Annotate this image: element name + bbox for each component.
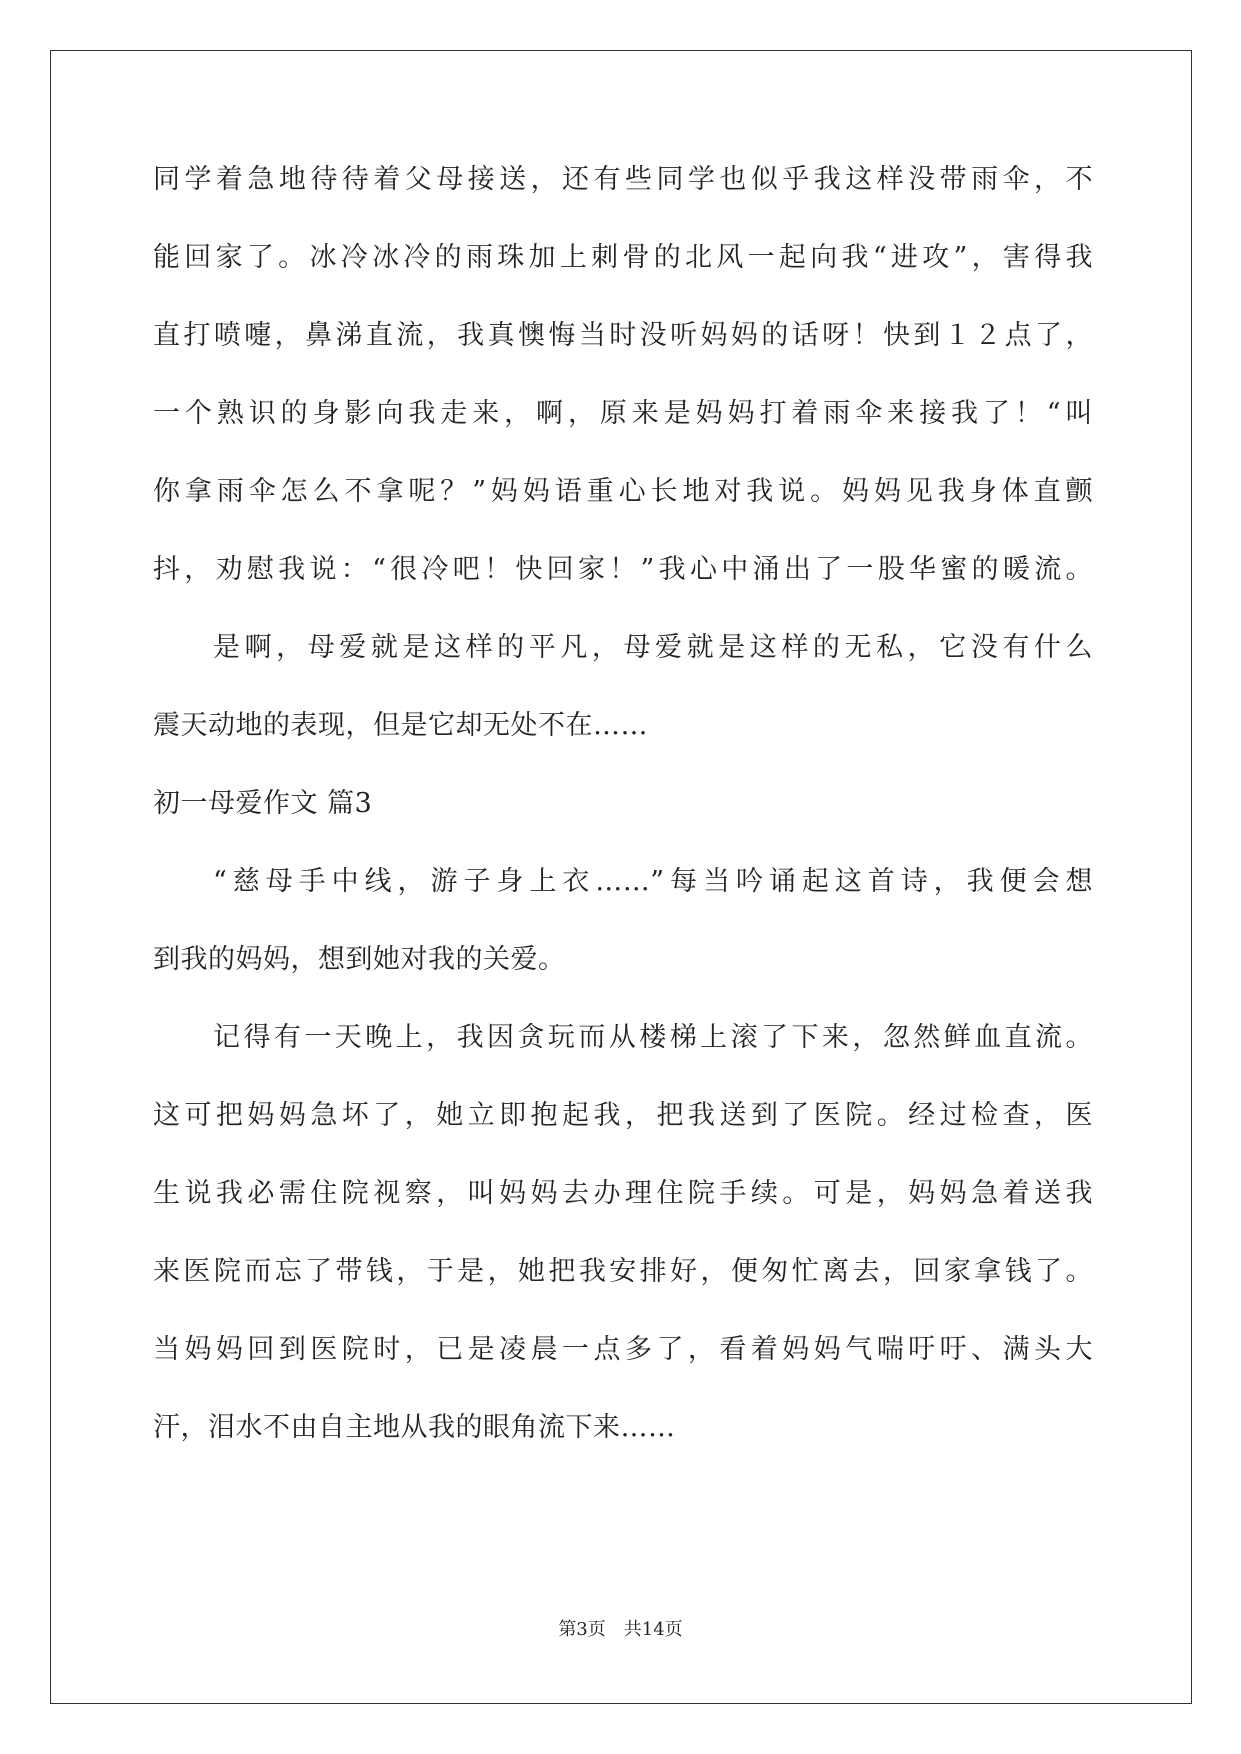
text-line: 生说我必需住院视察，叫妈妈去办理住院手续。可是，妈妈急着送我 bbox=[153, 1178, 1093, 1209]
text-line: 这可把妈妈急坏了，她立即抱起我，把我送到了医院。经过检查，医 bbox=[153, 1100, 1093, 1131]
text-line: 来医院而忘了带钱，于是，她把我安排好，便匆忙离去，回家拿钱了。 bbox=[153, 1256, 1093, 1287]
paragraph-start-line: “慈母手中线，游子身上衣……”每当吟诵起这首诗，我便会想 bbox=[213, 866, 1093, 897]
text-line: 到我的妈妈，想到她对我的关爱。 bbox=[153, 944, 566, 975]
paragraph-start-line: 是啊，母爱就是这样的平凡，母爱就是这样的无私，它没有什么 bbox=[213, 632, 1093, 663]
text-line: 震天动地的表现，但是它却无处不在…… bbox=[153, 710, 648, 741]
text-line: 同学着急地待待着父母接送，还有些同学也似乎我这样没带雨伞，不 bbox=[153, 164, 1093, 195]
page-number-footer: 第3页 共14页 bbox=[558, 1619, 683, 1640]
section-heading: 初一母爱作文 篇3 bbox=[153, 788, 373, 819]
document-body bbox=[153, 160, 1093, 1486]
text-line: 汗，泪水不由自主地从我的眼角流下来…… bbox=[153, 1412, 676, 1443]
text-line: 当妈妈回到医院时，已是凌晨一点多了，看着妈妈气喘吁吁、满头大 bbox=[153, 1334, 1093, 1365]
text-line: 你拿雨伞怎么不拿呢？”妈妈语重心长地对我说。妈妈见我身体直颤 bbox=[153, 476, 1093, 507]
text-line: 一个熟识的身影向我走来，啊，原来是妈妈打着雨伞来接我了！“叫 bbox=[153, 398, 1093, 429]
paragraph-start-line: 记得有一天晚上，我因贪玩而从楼梯上滚了下来，忽然鲜血直流。 bbox=[213, 1022, 1093, 1053]
text-line: 直打喷嚏，鼻涕直流，我真懊悔当时没听妈妈的话呀！快到１２点了， bbox=[153, 320, 1093, 351]
text-line: 能回家了。冰冷冰冷的雨珠加上刺骨的北风一起向我“进攻”，害得我 bbox=[153, 242, 1093, 273]
text-line: 抖，劝慰我说：“很冷吧！快回家！”我心中涌出了一股华蜜的暖流。 bbox=[153, 554, 1093, 585]
